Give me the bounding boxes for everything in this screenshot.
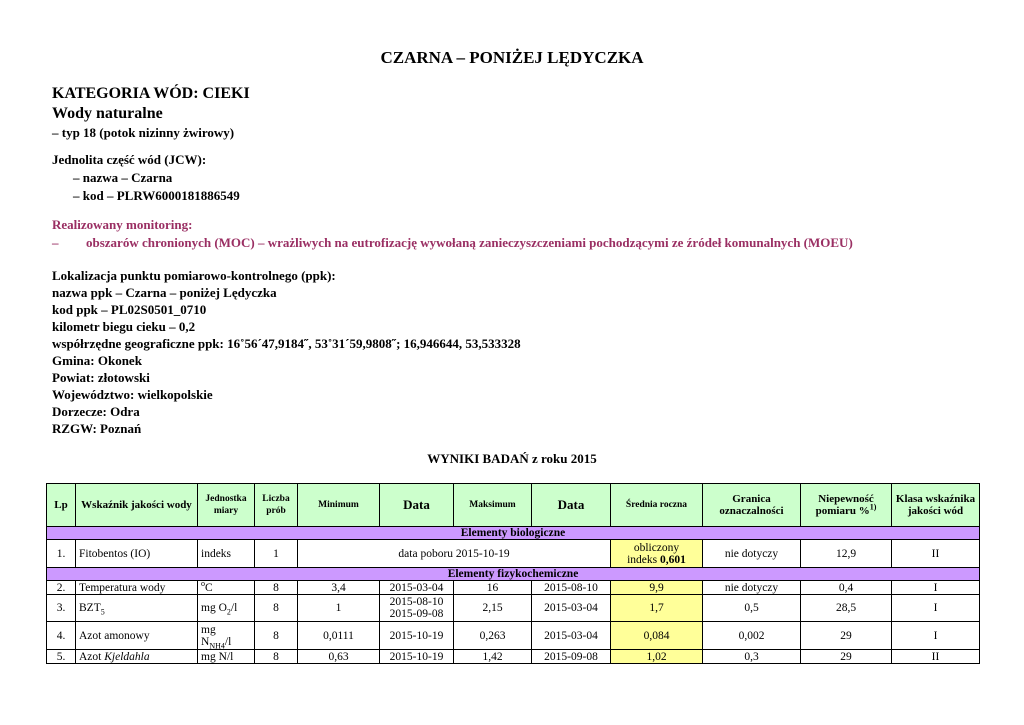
cell-limit: 0,5 (703, 595, 801, 622)
unit-line1: mg (201, 623, 216, 636)
cell-lp: 4. (47, 622, 76, 650)
avg-line1: obliczony (633, 541, 680, 554)
cell-unit (198, 622, 255, 650)
header-date-max: Data (532, 484, 611, 527)
jcw-section (52, 151, 240, 205)
cell-indicator: Azot amonowy (76, 622, 198, 650)
cell-class: I (892, 622, 980, 650)
cell-date-max: 2015-03-04 (532, 595, 611, 622)
category-water-type: Wody naturalne (52, 105, 163, 122)
cell-max: 1,42 (454, 650, 532, 664)
location-line: współrzędne geograficzne ppk: 16˚56´47,9184˝, 53˚31´59,9808˝; 16,946644, 53,533328 (52, 336, 521, 351)
cell-class: I (892, 595, 980, 622)
cell-sampling-date: data poboru 2015-10-19 (298, 540, 611, 568)
section-label: Elementy biologiczne (47, 527, 980, 540)
cell-min: 1 (298, 595, 380, 622)
cell-count: 1 (255, 540, 298, 568)
table-row (47, 595, 980, 622)
unit-line2 (201, 636, 251, 648)
cell-date-min: 2015-10-19 (380, 650, 454, 664)
date-line: 2015-09-08 (389, 608, 444, 620)
section-row-biological (47, 527, 980, 540)
cell-limit: 0,3 (703, 650, 801, 664)
table-row (47, 581, 980, 595)
results-table (46, 483, 980, 664)
header-uncertainty (801, 484, 892, 527)
jcw-name: – nazwa – Czarna (73, 170, 173, 185)
header-class: Klasa wskaźnika jakości wód (892, 484, 980, 527)
cell-min: 3,4 (298, 581, 380, 595)
monitoring-item (52, 234, 853, 252)
category-heading: KATEGORIA WÓD: CIEKI (52, 85, 250, 102)
page-title: CZARNA – PONIŻEJ LĘDYCZKA (380, 48, 644, 67)
section-row-physicochemical (47, 568, 980, 581)
table-row (47, 650, 980, 664)
cell-lp: 5. (47, 650, 76, 664)
cell-class: I (892, 581, 980, 595)
cell-indicator: Fitobentos (IO) (76, 540, 198, 568)
cell-date-max: 2015-08-10 (532, 581, 611, 595)
location-line: Powiat: złotowski (52, 370, 150, 385)
cell-limit: 0,002 (703, 622, 801, 650)
cell-max: 0,263 (454, 622, 532, 650)
cell-uncertainty: 12,9 (801, 540, 892, 568)
cell-date-min: 2015-10-19 (380, 622, 454, 650)
cell-unit (198, 578, 255, 595)
cell-lp: 3. (47, 595, 76, 622)
header-date-min: Data (380, 484, 454, 527)
location-line: Dorzecze: Odra (52, 404, 140, 419)
monitoring-item-text: obszarów chronionych (MOC) – wrażliwych na eutrofizację wywołaną zanieczyszczeniami pochodzącymi ze źródeł komunalnych (MOEU) (86, 235, 853, 250)
cell-uncertainty: 29 (801, 650, 892, 664)
unit-main: N (201, 635, 210, 648)
cell-min: 0,63 (298, 650, 380, 664)
unit-sub: 2 (226, 607, 231, 617)
cell-uncertainty: 28,5 (801, 595, 892, 622)
location-line: nazwa ppk – Czarna – poniżej Lędyczka (52, 285, 277, 300)
header-uncertainty-text: Niepewność pomiaru % (815, 493, 874, 517)
table-row (47, 622, 980, 650)
cell-limit: nie dotyczy (703, 581, 801, 595)
cell-avg: 9,9 (611, 581, 703, 595)
cell-uncertainty: 0,4 (801, 581, 892, 595)
unit-tail: /l (230, 602, 238, 614)
cell-avg: 1,02 (611, 650, 703, 664)
header-uncertainty-footnote: 1) (869, 502, 877, 512)
location-line: RZGW: Poznań (52, 421, 142, 436)
location-heading: Lokalizacja punktu pomiarowo-kontrolnego (ppk): (52, 268, 336, 283)
cell-min: 0,0111 (298, 622, 380, 650)
indicator-main: BZT (79, 602, 101, 614)
cell-avg: 0,084 (611, 622, 703, 650)
indicator-italic: Kjeldahla (104, 650, 150, 663)
indicator-sub: 5 (100, 607, 105, 617)
location-section (52, 267, 521, 437)
table-row (47, 540, 980, 568)
cell-unit (198, 595, 255, 622)
cell-count: 8 (255, 622, 298, 650)
water-category (52, 84, 250, 142)
results-title: WYNIKI BADAŃ z roku 2015 (427, 451, 597, 466)
cell-indicator (76, 650, 198, 664)
cell-class: II (892, 540, 980, 568)
category-type: – typ 18 (potok nizinny żwirowy) (52, 125, 235, 140)
cell-max: 2,15 (454, 595, 532, 622)
cell-max: 16 (454, 581, 532, 595)
avg-line2 (614, 554, 699, 566)
header-max: Maksimum (454, 484, 532, 527)
monitoring-section (52, 216, 853, 252)
unit-main: mg O (201, 602, 227, 614)
cell-unit: mg N/l (198, 650, 255, 664)
jcw-code: – kod – PLRW6000181886549 (73, 188, 240, 203)
header-indicator: Wskaźnik jakości wody (76, 484, 198, 527)
unit-sub: NH4 (209, 640, 225, 650)
cell-date-max: 2015-09-08 (532, 650, 611, 664)
cell-date-min (380, 595, 454, 622)
cell-limit: nie dotyczy (703, 540, 801, 568)
monitoring-dash: – (52, 235, 59, 250)
cell-avg (611, 540, 703, 568)
location-line: kilometr biegu cieku – 0,2 (52, 319, 196, 334)
cell-lp: 1. (47, 540, 76, 568)
cell-class: II (892, 650, 980, 664)
cell-indicator (76, 595, 198, 622)
monitoring-heading: Realizowany monitoring: (52, 217, 193, 232)
cell-date-min: 2015-03-04 (380, 581, 454, 595)
date-line: 2015-08-10 (389, 596, 444, 608)
cell-count: 8 (255, 650, 298, 664)
header-avg: Średnia roczna (611, 484, 703, 527)
cell-count: 8 (255, 581, 298, 595)
cell-unit: indeks (198, 540, 255, 568)
header-unit: Jednostka miary (198, 484, 255, 527)
jcw-heading: Jednolita część wód (JCW): (52, 152, 207, 167)
cell-date-max: 2015-03-04 (532, 622, 611, 650)
location-line: Gmina: Okonek (52, 353, 142, 368)
indicator-main: Azot (79, 650, 105, 663)
cell-avg: 1,7 (611, 595, 703, 622)
cell-lp: 2. (47, 581, 76, 595)
cell-count: 8 (255, 595, 298, 622)
header-limit: Granica oznaczalności (703, 484, 801, 527)
section-label: Elementy fizykochemiczne (47, 568, 980, 581)
location-line: kod ppk – PL02S0501_0710 (52, 302, 207, 317)
avg-label: indeks (627, 553, 658, 566)
header-lp: Lp (47, 484, 76, 527)
unit-tail: /l (224, 635, 232, 648)
unit-main: C (205, 581, 213, 594)
unit-degree: o (201, 578, 205, 588)
location-line: Województwo: wielkopolskie (52, 387, 213, 402)
avg-value: 0,601 (660, 553, 686, 566)
cell-indicator: Temperatura wody (76, 581, 198, 595)
table-header-row (47, 484, 980, 527)
cell-uncertainty: 29 (801, 622, 892, 650)
header-count: Liczba prób (255, 484, 298, 527)
header-min: Minimum (298, 484, 380, 527)
